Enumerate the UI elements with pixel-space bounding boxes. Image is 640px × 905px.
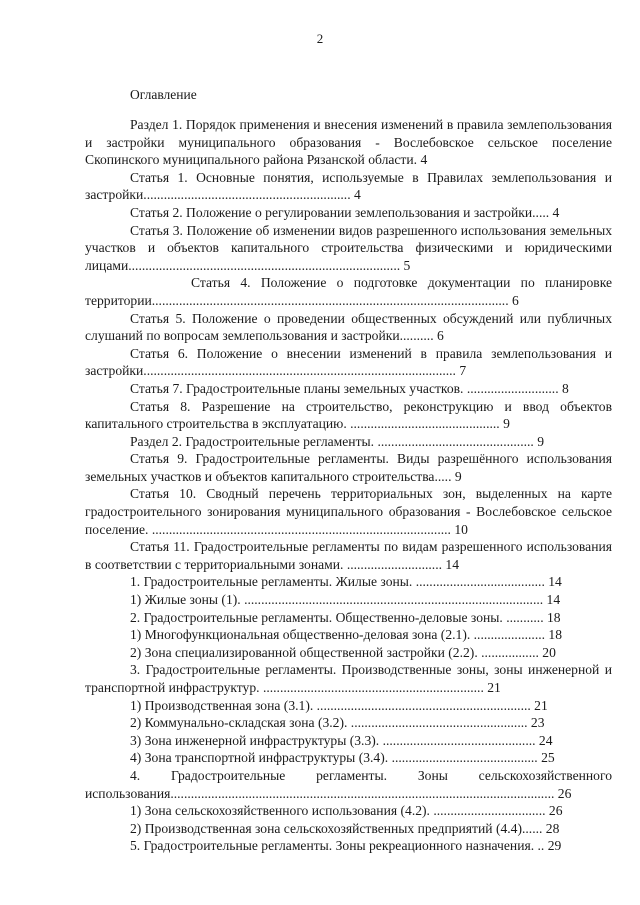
toc-page-number: 5 bbox=[403, 257, 411, 273]
toc-entry-title: 3) Зона инженерной инфраструктуры (3.3) bbox=[130, 732, 376, 748]
toc-dot-leader: ...... bbox=[522, 820, 546, 836]
toc-entry-leader bbox=[170, 786, 571, 801]
toc-dot-leader: . ............................................................... bbox=[309, 697, 535, 713]
toc-page-number: 26 bbox=[557, 785, 572, 801]
toc-entry-leader bbox=[522, 821, 559, 836]
toc-page-number: 28 bbox=[545, 820, 560, 836]
toc-dot-leader: . ........................................................................................ bbox=[237, 592, 547, 608]
toc-entry[interactable] bbox=[85, 310, 612, 345]
toc-entry-leader bbox=[310, 698, 548, 713]
toc-entry[interactable] bbox=[85, 749, 612, 767]
toc-entry[interactable] bbox=[85, 538, 612, 573]
toc-entry-title: 2. Градостроительные регламенты. Общественно-деловые зоны bbox=[130, 609, 500, 625]
toc-entry-title: 5. Градостроительные регламенты. Зоны рекреационного назначения bbox=[130, 838, 531, 854]
toc-entry-title: Статья 2. Положение о регулировании землепользования и застройки bbox=[130, 204, 533, 220]
toc-dot-leader: ................................................................................ bbox=[128, 257, 404, 273]
toc-dot-leader: . ........................... bbox=[460, 380, 562, 396]
toc-entry-title: Статья 10. Сводный перечень территориальных зон, выделенных на карте градостроительного зонирования муниципального образования - Вослебовское сельское поселение bbox=[85, 486, 612, 537]
toc-page-number: 25 bbox=[541, 750, 555, 766]
toc-entry-leader bbox=[376, 733, 553, 748]
toc-entry[interactable] bbox=[85, 485, 612, 538]
toc-dot-leader: . ............................................. bbox=[375, 732, 539, 748]
toc-dot-leader: ..... bbox=[434, 468, 455, 484]
toc-entry-title: Статья 11. Градостроительные регламенты по видам разрешенного использования в соответствии с территориальными зонами bbox=[85, 539, 612, 572]
toc-entry-leader bbox=[343, 416, 510, 431]
toc-entry[interactable] bbox=[85, 767, 612, 802]
toc-entry-leader bbox=[467, 627, 562, 642]
toc-entry-leader bbox=[237, 592, 560, 607]
toc-entry-leader bbox=[256, 680, 501, 695]
toc-entry-leader bbox=[152, 293, 519, 308]
toc-page-number: 18 bbox=[546, 609, 561, 625]
toc-dot-leader: . ...................................... bbox=[408, 574, 549, 590]
toc-entry-leader bbox=[460, 381, 569, 396]
toc-entry-title: 3. Градостроительные регламенты. Производственные зоны, зоны инженерной и транспортной инфраструктур bbox=[85, 662, 612, 695]
toc-page-number: 29 bbox=[547, 838, 562, 854]
toc-entry[interactable] bbox=[85, 644, 612, 662]
toc-entry[interactable] bbox=[85, 697, 612, 715]
toc-entry[interactable] bbox=[85, 714, 612, 732]
toc-page-number: 18 bbox=[548, 627, 562, 643]
toc-dot-leader: ............................................................. bbox=[143, 187, 354, 203]
toc-entry-title: Статья 6. Положение о внесении изменений в правила землепользования и застройки bbox=[85, 345, 612, 379]
toc-page-number: 6 bbox=[511, 292, 519, 308]
toc-page-number: 9 bbox=[454, 468, 462, 484]
toc-page-number: 4 bbox=[354, 187, 361, 203]
toc-dot-leader: ............................................................................................ bbox=[143, 363, 460, 379]
toc-entry-title: Раздел 1. Порядок применения и внесения изменений в правила землепользования и застройки муниципального образования - Вослебовское сельское поселение Скопинского муниципального района Рязанской области bbox=[85, 117, 612, 168]
toc-entry-title: Статья 7. Градостроительные планы земельных участков bbox=[130, 380, 461, 396]
toc-page-number: 4 bbox=[420, 152, 428, 168]
toc-entry-leader bbox=[434, 469, 461, 484]
toc-entry-leader bbox=[409, 574, 562, 589]
toc-dot-leader: . ........................................................................................ bbox=[145, 521, 455, 537]
toc-entry[interactable] bbox=[85, 433, 612, 451]
toc-entry-title: 4) Зона транспортной инфраструктуры (3.4) bbox=[130, 750, 385, 766]
toc-page-number: 14 bbox=[548, 574, 562, 590]
toc-page-number: 7 bbox=[459, 363, 467, 379]
toc-page-number: 21 bbox=[487, 680, 501, 695]
toc-entry[interactable] bbox=[85, 573, 612, 591]
page-number: 2 bbox=[316, 31, 324, 46]
toc-entry-title: 2) Производственная зона сельскохозяйственных предприятий (4.4) bbox=[130, 820, 522, 836]
toc-entry-leader bbox=[532, 205, 559, 220]
toc-entry[interactable] bbox=[85, 450, 612, 485]
toc-entry-leader bbox=[128, 258, 410, 273]
toc-dot-leader: . .............................................. bbox=[370, 433, 538, 449]
toc-entry[interactable] bbox=[85, 116, 612, 169]
toc-dot-leader: . ..................... bbox=[466, 627, 549, 643]
toc-dot-leader: . ................................................................. bbox=[256, 680, 488, 695]
toc-entry-title: 2) Зона специализированной общественной застройки (2.2) bbox=[130, 644, 475, 660]
toc-page-number: 4 bbox=[552, 204, 560, 220]
toc-entry-leader bbox=[531, 838, 562, 853]
toc-page-number: 9 bbox=[503, 416, 510, 432]
toc-entry[interactable] bbox=[85, 222, 612, 275]
toc-entry-leader bbox=[385, 750, 555, 765]
toc-heading: Оглавление bbox=[130, 87, 197, 102]
toc-entry-leader bbox=[474, 645, 556, 660]
toc-page-number: 14 bbox=[445, 556, 459, 572]
toc-entry[interactable] bbox=[85, 591, 612, 609]
toc-dot-leader: . bbox=[413, 152, 421, 168]
toc-entry-leader bbox=[145, 522, 468, 537]
toc-entry[interactable] bbox=[85, 204, 612, 222]
toc-dot-leader: .......... bbox=[399, 328, 437, 344]
toc-entry-title: Статья 4. Положение о подготовке документации по планировке территории bbox=[85, 275, 612, 308]
toc-dot-leader: . ........... bbox=[499, 609, 547, 625]
toc-entry[interactable] bbox=[85, 169, 612, 204]
toc-dot-leader: . ............................................ bbox=[343, 416, 504, 432]
toc-entry[interactable] bbox=[85, 345, 612, 380]
toc-entry-title: 4. Градостроительные регламенты. Зоны сельскохозяйственного использования bbox=[85, 767, 612, 801]
toc-page-number: 9 bbox=[537, 433, 544, 449]
toc-dot-leader: . ................. bbox=[474, 644, 543, 660]
toc-entry-leader bbox=[143, 363, 466, 378]
toc-entry[interactable] bbox=[85, 626, 612, 644]
toc-entry-title: Статья 3. Положение об изменении видов разрешенного использования земельных участков и объектов капитального строительства физическими и юридическими лицами bbox=[85, 222, 612, 273]
toc-entry-title: 2) Коммунально-складская зона (3.2) bbox=[130, 715, 344, 731]
toc-entry[interactable] bbox=[85, 609, 612, 627]
toc-entry-title: Статья 5. Положение о проведении общественных обсуждений или публичных слушаний по вопросам землепользования и застройки bbox=[85, 310, 612, 344]
toc-dot-leader: . .. bbox=[530, 838, 548, 854]
toc-entry-title: 1. Градостроительные регламенты. Жилые зоны bbox=[130, 574, 409, 590]
toc-entry[interactable] bbox=[85, 661, 612, 696]
toc-entry[interactable] bbox=[85, 380, 612, 398]
toc-entry-title: Статья 9. Градостроительные регламенты. Виды разрешённого использования земельных участков и объектов капитального строительства bbox=[85, 451, 612, 484]
toc-page-number: 10 bbox=[454, 521, 468, 537]
toc-entry-leader bbox=[344, 715, 545, 730]
toc-dot-leader: ................................................................................................................. bbox=[170, 785, 558, 801]
toc-entry[interactable] bbox=[85, 837, 612, 855]
toc-entry[interactable] bbox=[85, 398, 612, 433]
toc-dot-leader: . ................................. bbox=[426, 803, 549, 819]
toc-page-number: 24 bbox=[538, 732, 553, 748]
toc-dot-leader: . .................................................... bbox=[344, 715, 531, 731]
toc-entry-leader bbox=[371, 434, 544, 449]
toc-entry-leader bbox=[414, 152, 428, 167]
toc-entry[interactable] bbox=[85, 802, 612, 820]
toc-page-number: 20 bbox=[542, 644, 556, 660]
toc-dot-leader: . ............................ bbox=[340, 556, 446, 572]
toc-entry[interactable] bbox=[85, 732, 612, 750]
toc-page-number: 26 bbox=[548, 803, 563, 819]
toc-entry-title: 1) Многофункциональная общественно-деловая зона (2.1) bbox=[130, 627, 467, 643]
toc-entry-title: 1) Производственная зона (3.1) bbox=[130, 697, 310, 713]
toc-entry[interactable] bbox=[85, 820, 612, 838]
toc-entry-title: Статья 1. Основные понятия, используемые в Правилах землепользования и застройки bbox=[85, 169, 612, 203]
toc-entry-leader bbox=[143, 187, 361, 202]
toc-page-number: 8 bbox=[562, 380, 569, 396]
toc-dot-leader: . ........................................... bbox=[384, 750, 542, 766]
toc-entry-leader bbox=[499, 610, 560, 625]
toc-entry-leader bbox=[340, 557, 459, 572]
toc-entry-leader bbox=[427, 803, 563, 818]
toc-entry[interactable] bbox=[85, 274, 612, 309]
toc-entry-leader bbox=[400, 328, 444, 343]
table-of-contents bbox=[85, 116, 612, 855]
toc-dot-leader: ..... bbox=[532, 204, 553, 220]
toc-entry-title: 1) Зона сельскохозяйственного использования (4.2) bbox=[130, 803, 427, 819]
toc-entry-title: 1) Жилые зоны (1) bbox=[130, 592, 238, 608]
toc-entry-title: Статья 8. Разрешение на строительство, реконструкцию и ввод объектов капитального строительства в эксплуатацию bbox=[85, 398, 612, 432]
toc-page-number: 14 bbox=[546, 592, 561, 608]
toc-dot-leader: ......................................................................................................... bbox=[151, 292, 512, 308]
toc-page-number: 21 bbox=[534, 697, 548, 713]
toc-entry-title: Раздел 2. Градостроительные регламенты bbox=[130, 433, 371, 449]
toc-page-number: 23 bbox=[530, 715, 545, 731]
toc-page-number: 6 bbox=[437, 328, 444, 344]
